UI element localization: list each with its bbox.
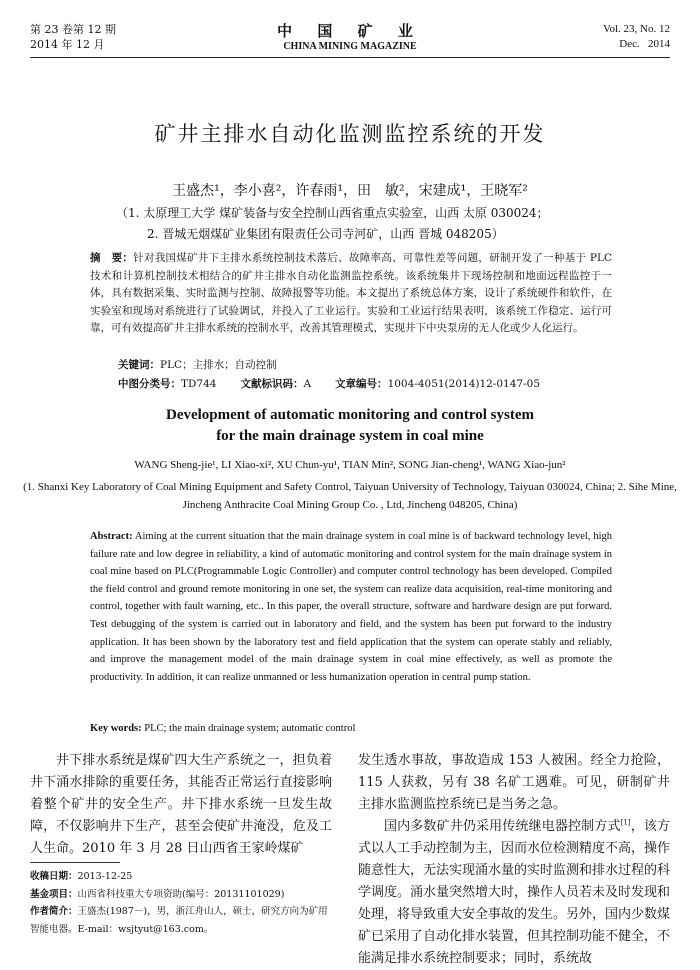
article-no-value: 1004-4051(2014)12-0147-05 bbox=[387, 378, 541, 390]
header-center bbox=[0, 22, 700, 54]
authors-cn: 王盛杰¹，李小喜²，许春雨¹，田 敏²，宋建成¹，王晓军² bbox=[172, 183, 528, 199]
affiliation-cn-2: 2. 晋城无烟煤矿业集团有限责任公司寺河矿，山西 晋城 048205） bbox=[147, 227, 504, 241]
paper-title-en-line-1: Development of automatic monitoring and control system bbox=[165, 407, 535, 423]
abstract-en bbox=[90, 528, 612, 686]
footnote-rule bbox=[30, 862, 120, 863]
body-paragraph-2 bbox=[358, 816, 670, 970]
footnote-author-cont bbox=[30, 921, 332, 939]
body-column-right bbox=[358, 750, 670, 970]
header-rule bbox=[30, 57, 670, 58]
footnote-fund-label: 基金项目： bbox=[30, 888, 78, 900]
citation-ref-1[interactable]: [1] bbox=[620, 818, 631, 827]
date-cn: 2014 年 12 月 bbox=[30, 38, 105, 51]
keywords-cn-text: PLC；主排水；自动控制 bbox=[160, 359, 277, 371]
clc-value: TD744 bbox=[181, 378, 217, 390]
paper-title-en-line-2: for the main drainage system in coal mine bbox=[216, 428, 484, 444]
volume-en: Vol. 23, No. 12 bbox=[602, 23, 670, 35]
article-no-label: 文章编号： bbox=[335, 378, 388, 390]
keywords-cn-label: 关键词： bbox=[118, 359, 160, 371]
journal-title-en: CHINA MINING MAGAZINE bbox=[283, 41, 417, 52]
date-en: Dec. 2014 bbox=[619, 38, 670, 50]
header-right bbox=[603, 22, 670, 52]
affiliation-cn-1: （1. 太原理工大学 煤矿装备与安全控制山西省重点实验室，山西 太原 030024； bbox=[116, 206, 549, 220]
footnote-author-cont-text: 智能电器。E-mail：wsjtyut@163.com。 bbox=[30, 923, 214, 935]
affiliations-cn bbox=[116, 203, 676, 245]
paper-title-en bbox=[0, 405, 700, 447]
clc-label: 中图分类号： bbox=[118, 378, 181, 390]
abstract-cn-text: 针对我国煤矿井下主排水系统控制技术落后、故障率高、可靠性差等问题，研制开发了一种基于 PLC 技术和计算机控制技术相结合的矿井主排水自动化监测监控系统。该系统集井下现场控制和地面远程监控于一体，具有数据采集、实时监测与控制、故障报警等功能。本文提出了系统总体方案，设计了系统硬件和软件，在实验室和现场对系统进行了试验调试，并投入了工业运行。实验和工业运行结果表明，该系统工作稳定、运行可靠，可有效提高矿井主排水系统的控制水平，改善其管理模式，实现井下中央泵房的无人化或少人化运行。 bbox=[90, 252, 612, 334]
footnote-received-label: 收稿日期： bbox=[30, 871, 78, 882]
abstract-cn bbox=[90, 250, 612, 338]
authors-en: WANG Sheng-jie¹, LI Xiao-xi², XU Chun-yu¹, TIAN Min², SONG Jian-cheng¹, WANG Xiao-jun² bbox=[134, 459, 566, 471]
keywords-cn bbox=[118, 357, 618, 374]
doc-code-label: 文献标识码： bbox=[240, 378, 304, 390]
body-paragraph-2-a: 国内多数矿井仍采用传统继电器控制方式 bbox=[384, 819, 621, 834]
footnote-fund-text: 山西省科技重大专项资助(编号：20131101029) bbox=[77, 888, 285, 900]
keywords-en-text: PLC; the main drainage system; automatic control bbox=[144, 723, 356, 734]
footnote-received-text: 2013-12-25 bbox=[77, 871, 133, 882]
footnote-fund bbox=[30, 886, 332, 904]
body-paragraph-1-cont: 发生透水事故，事故造成 153 人被困。经全力抢险，115 人获救，另有 38 名矿工遇难。可见，研制矿井主排水监测监控系统已是当务之急。 bbox=[358, 753, 670, 812]
paper-title-cn: 矿井主排水自动化监测监控系统的开发 bbox=[154, 122, 546, 146]
abstract-en-label: Abstract: bbox=[90, 531, 133, 542]
abstract-cn-label: 摘 要： bbox=[90, 252, 134, 264]
classification-cn bbox=[118, 376, 638, 393]
keywords-en bbox=[90, 720, 612, 737]
footnote-author-text: 王盛杰(1987－)，男，浙江舟山人，硕士，研究方向为矿用 bbox=[77, 906, 328, 917]
footnotes bbox=[30, 868, 332, 938]
doc-code-value: A bbox=[303, 378, 312, 390]
body-paragraph-1: 井下排水系统是煤矿四大生产系统之一，担负着井下涌水排除的重要任务，其能否正常运行直接影响着整个矿井的安全生产。井下排水系统一旦发生故障，不仅影响井下生产，甚至会使矿井淹没，危及工人生命。2010 年 3 月 28 日山西省王家岭煤矿 bbox=[30, 753, 332, 856]
footnote-author bbox=[30, 903, 332, 921]
footnote-author-label: 作者简介： bbox=[30, 906, 78, 917]
body-paragraph-2-b: ，该方式以人工手动控制为主，因而水位检测精度不高，操作随意性大，无法实现涌水量的实时监测和排水过程的科学调度。涌水量突然增大时，操作人员若未及时发现和处理，将导致重大安全事故的发生。另外，国内少数煤矿已采用了自动化排水装置，但其控制功能不健全，不能满足排水系统控制要求；同时，系统故 bbox=[358, 819, 671, 966]
volume-cn: 第 23 卷第 12 期 bbox=[30, 23, 116, 36]
affiliations-en: (1. Shanxi Key Laboratory of Coal Mining Equipment and Safety Control, Taiyuan University of Technology, Taiyuan 030024, China; 2. Sihe Mine, Jincheng Anthracite Coal Mining Group Co. , Ltd, Jincheng 048205, China) bbox=[23, 481, 677, 511]
footnote-received bbox=[30, 868, 332, 886]
keywords-en-label: Key words: bbox=[90, 723, 142, 734]
body-column-left bbox=[30, 750, 332, 860]
abstract-en-text: Aiming at the current situation that the main drainage system in coal mine is of backward technology level, high failure rate and low degree in reliability, a kind of automatic monitoring and control system for the main drainage system in coal mine based on PLC(Programmable Logic Controller) and computer control technology has been developed. Compiled the field control and ground remote monitoring in one set, the system can realize data acquisition, real-time monitoring and control, together with fault warning, etc.. In this paper, the overall structure, software and hardware design are put forward. Test debugging of the system is carried out in laboratory and field, and the system has been put forward to the industry application. It has been shown by the laboratory test and field application that the system can operate stably and reliably, and improve the management model of the main drainage system in coal mine effectively, as well as promote the productivity. In addition, it can realize unmanned or less humanization operation in central pump station. bbox=[90, 531, 612, 683]
journal-title-cn: 中 国 矿 业 bbox=[277, 22, 423, 40]
